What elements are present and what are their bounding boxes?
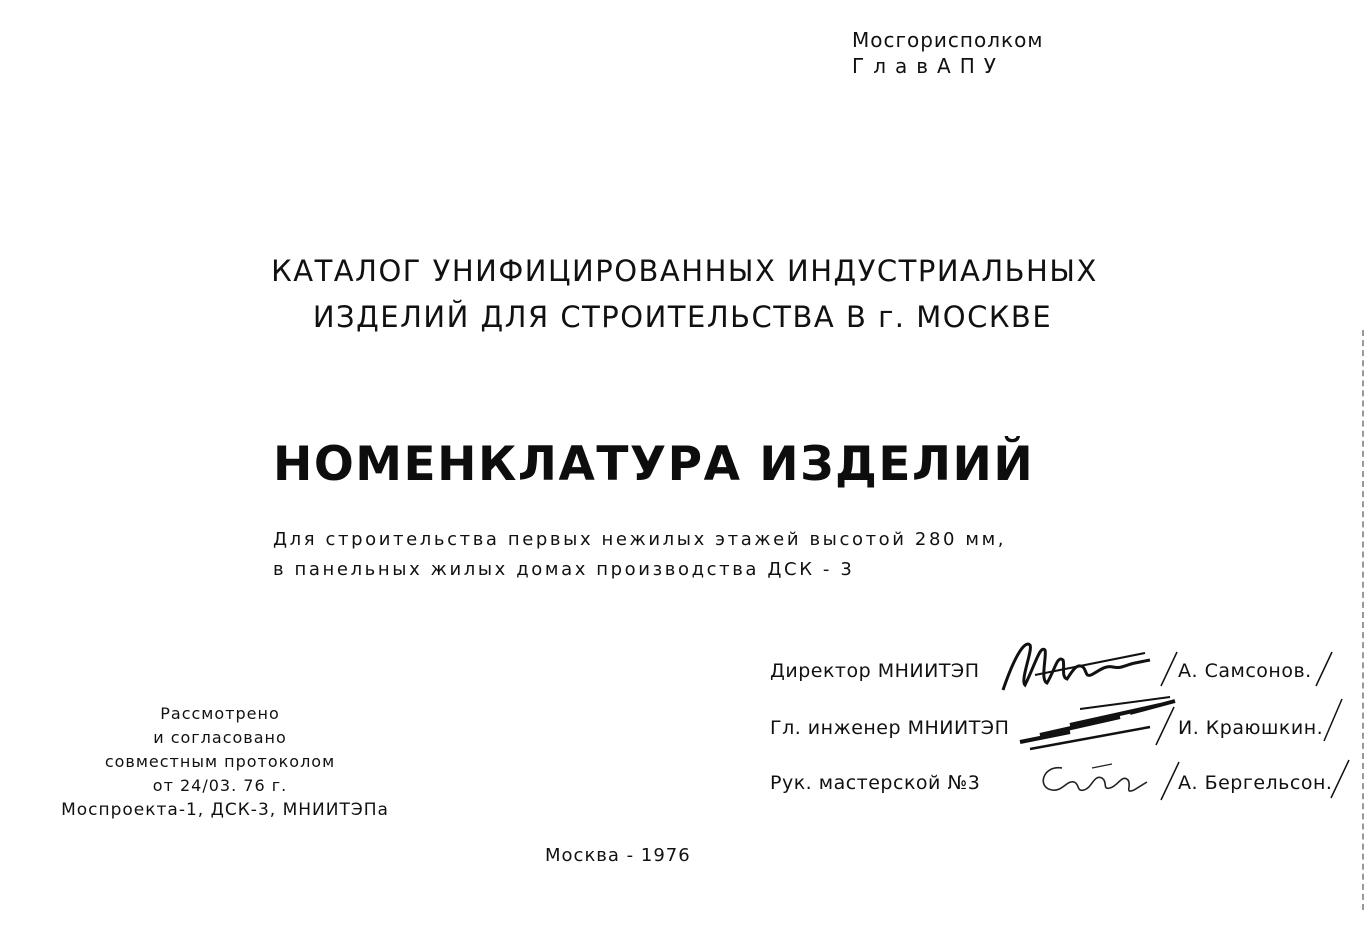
subtitle-line-1: Для строительства первых нежилых этажей высотой 280 мм, bbox=[273, 529, 1007, 550]
signature-title: Директор МНИИТЭП bbox=[770, 660, 980, 682]
org-line-1: Мосгорисполком bbox=[852, 28, 1044, 52]
subtitle bbox=[273, 525, 1006, 585]
signatory-name: А. Бергельсон. bbox=[1178, 772, 1333, 794]
approval-line-3: совместным протоколом bbox=[104, 752, 336, 771]
approval-line-5: Моспроекта-1, ДСК-3, МНИИТЭПа bbox=[61, 800, 389, 820]
org-line-2: ГлавАПУ bbox=[852, 54, 1005, 78]
page-edge-divider bbox=[1360, 330, 1364, 910]
approval-line-1: Рассмотрено bbox=[160, 704, 280, 723]
slash-icon bbox=[1318, 697, 1348, 745]
slash-icon bbox=[1310, 648, 1340, 690]
slash-icon bbox=[1325, 758, 1355, 802]
signature-title: Рук. мастерской №3 bbox=[770, 772, 981, 794]
handwritten-signature-icon bbox=[1032, 760, 1152, 805]
catalog-title-line-2: ИЗДЕЛИЙ ДЛЯ СТРОИТЕЛЬСТВА В г. МОСКВЕ bbox=[312, 300, 1053, 334]
handwritten-signature-icon bbox=[995, 635, 1155, 695]
page-title: НОМЕНКЛАТУРА ИЗДЕЛИЙ bbox=[273, 437, 1035, 492]
signatory-name: А. Самсонов. bbox=[1178, 660, 1312, 682]
catalog-title-line-1: КАТАЛОГ УНИФИЦИРОВАННЫХ ИНДУСТРИАЛЬНЫХ bbox=[271, 254, 1098, 288]
place-and-year: Москва - 1976 bbox=[545, 845, 691, 866]
approval-line-4: от 24/03. 76 г. bbox=[152, 776, 288, 795]
subtitle-line-2: в панельных жилых домах производства ДСК - 3 bbox=[273, 559, 855, 580]
signatory-name: И. Краюшкин. bbox=[1178, 717, 1324, 739]
catalog-title bbox=[0, 248, 1365, 340]
organization-header bbox=[852, 27, 1043, 79]
approval-line-2: и согласовано bbox=[153, 728, 287, 747]
approval-note bbox=[40, 702, 400, 822]
signature-title: Гл. инженер МНИИТЭП bbox=[770, 717, 1010, 739]
slash-icon bbox=[1150, 705, 1180, 749]
